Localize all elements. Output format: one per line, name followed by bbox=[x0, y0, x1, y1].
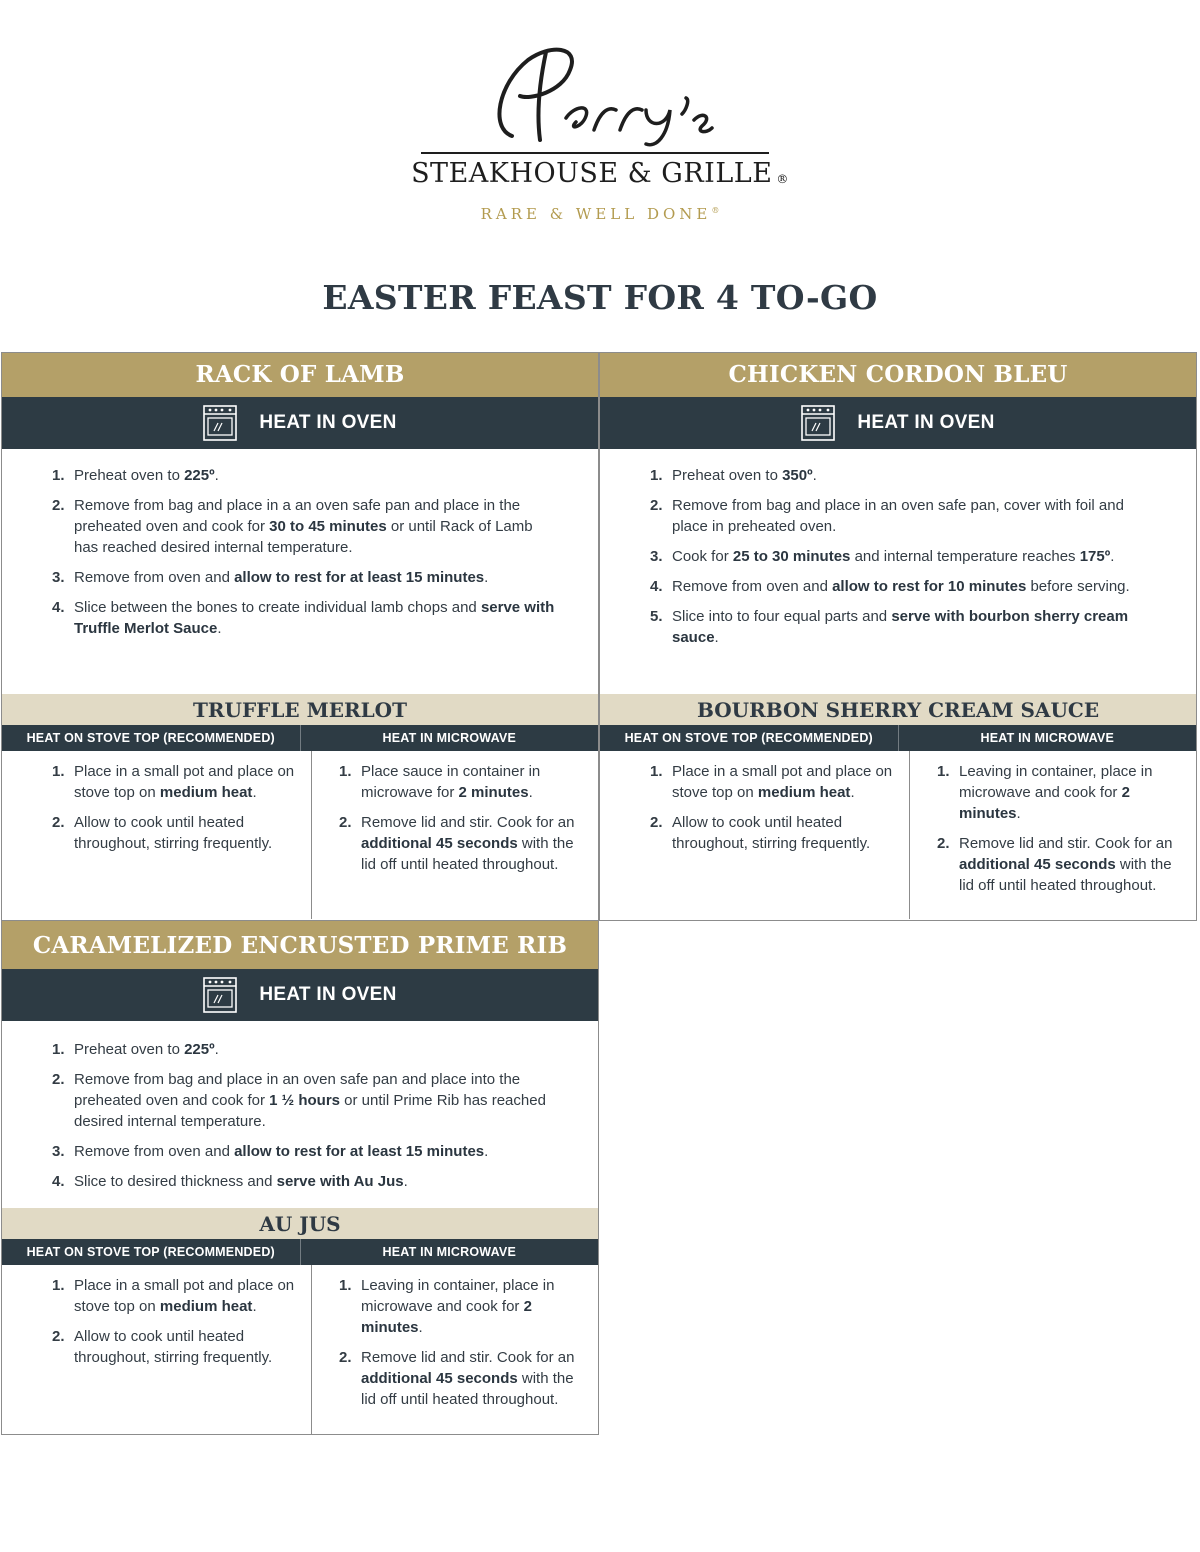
step-number: 1. bbox=[52, 467, 65, 484]
step-text: Preheat oven to 350º. bbox=[672, 467, 817, 484]
step-text: Allow to cook until heated throughout, stirring frequently. bbox=[74, 1328, 273, 1366]
step-number: 1. bbox=[339, 763, 352, 780]
step-item bbox=[650, 812, 899, 854]
step-text: Place sauce in container in microwave for 2 minutes. bbox=[361, 763, 541, 801]
step-number: 1. bbox=[52, 1277, 65, 1294]
step-number: 2. bbox=[52, 1328, 65, 1345]
truffle-merlot-title: TRUFFLE MERLOT bbox=[2, 694, 598, 725]
step-item bbox=[650, 576, 1146, 597]
step-item bbox=[937, 833, 1186, 896]
step-text: Cook for 25 to 30 minutes and internal temperature reaches 175º. bbox=[672, 548, 1115, 565]
step-item bbox=[339, 812, 588, 875]
step-item bbox=[650, 606, 1146, 648]
chicken-title: CHICKEN CORDON BLEU bbox=[600, 353, 1196, 397]
stove-top-header: HEAT ON STOVE TOP (RECOMMENDED) bbox=[624, 731, 873, 745]
step-text: Leaving in container, place in microwave and cook for 2 minutes. bbox=[361, 1277, 555, 1336]
step-text: Remove lid and stir. Cook for an additional 45 seconds with the lid off until heated throughout. bbox=[361, 1349, 575, 1408]
microwave-header: HEAT IN MICROWAVE bbox=[898, 725, 1197, 751]
truffle-merlot-stove-steps bbox=[52, 761, 301, 854]
step-number: 2. bbox=[339, 814, 352, 831]
step-text: Preheat oven to 225º. bbox=[74, 1041, 219, 1058]
au-jus-stove-steps bbox=[52, 1275, 301, 1368]
logo-rule bbox=[421, 152, 769, 154]
bourbon-sherry-stove-steps bbox=[650, 761, 899, 854]
bourbon-sherry-subheads bbox=[600, 725, 1196, 751]
heat-in-oven-label: HEAT IN OVEN bbox=[857, 412, 995, 433]
step-item bbox=[52, 597, 558, 639]
microwave-header: HEAT IN MICROWAVE bbox=[300, 1239, 599, 1265]
step-number: 1. bbox=[52, 763, 65, 780]
step-number: 2. bbox=[339, 1349, 352, 1366]
step-item bbox=[650, 465, 1146, 486]
stove-top-header: HEAT ON STOVE TOP (RECOMMENDED) bbox=[26, 731, 275, 745]
step-number: 4. bbox=[650, 578, 663, 595]
step-text: Preheat oven to 225º. bbox=[74, 467, 219, 484]
step-number: 4. bbox=[52, 1173, 65, 1190]
page-title: EASTER FEAST FOR 4 TO-GO bbox=[322, 278, 878, 317]
step-number: 3. bbox=[650, 548, 663, 565]
rack-of-lamb-card bbox=[1, 352, 599, 921]
au-jus-microwave-steps bbox=[339, 1275, 588, 1410]
chicken-heat-header bbox=[600, 397, 1196, 449]
step-text: Remove from oven and allow to rest for at least 15 minutes. bbox=[74, 569, 489, 586]
step-text: Remove from oven and allow to rest for at least 15 minutes. bbox=[74, 1143, 489, 1160]
step-number: 2. bbox=[937, 835, 950, 852]
au-jus-subheads bbox=[2, 1239, 598, 1265]
bourbon-sherry-microwave-steps bbox=[937, 761, 1186, 896]
step-number: 4. bbox=[52, 599, 65, 616]
heat-in-oven-label: HEAT IN OVEN bbox=[259, 984, 397, 1005]
step-number: 2. bbox=[650, 497, 663, 514]
step-number: 1. bbox=[937, 763, 950, 780]
step-item bbox=[52, 465, 558, 486]
step-text: Place in a small pot and place on stove top on medium heat. bbox=[74, 1277, 295, 1315]
step-number: 2. bbox=[52, 1071, 65, 1088]
prime-rib-steps bbox=[52, 1039, 548, 1192]
step-text: Place in a small pot and place on stove top on medium heat. bbox=[74, 763, 295, 801]
step-number: 1. bbox=[339, 1277, 352, 1294]
step-item bbox=[52, 567, 558, 588]
truffle-merlot-microwave-steps bbox=[339, 761, 588, 875]
step-item bbox=[52, 1039, 548, 1060]
oven-icon bbox=[203, 977, 237, 1013]
step-text: Leaving in container, place in microwave and cook for 2 minutes. bbox=[959, 763, 1153, 822]
step-text: Remove lid and stir. Cook for an additional 45 seconds with the lid off until heated throughout. bbox=[361, 814, 575, 873]
step-text: Remove from bag and place in an oven safe pan and place into the preheated oven and cook for 1 ½ hours or until Prime Rib has reached desired internal temperature. bbox=[74, 1071, 546, 1130]
lamb-title: RACK OF LAMB bbox=[2, 353, 598, 397]
step-item bbox=[937, 761, 1186, 824]
step-text: Slice into to four equal parts and serve with bourbon sherry cream sauce. bbox=[672, 608, 1129, 646]
microwave-header: HEAT IN MICROWAVE bbox=[300, 725, 599, 751]
truffle-merlot-subheads bbox=[2, 725, 598, 751]
step-number: 2. bbox=[650, 814, 663, 831]
step-item bbox=[650, 761, 899, 803]
lamb-steps bbox=[52, 465, 558, 639]
prime-rib-card bbox=[1, 920, 599, 1435]
logo-name: STEAKHOUSE & GRILLE ® bbox=[411, 158, 789, 189]
prime-rib-title: CARAMELIZED ENCRUSTED PRIME RIB bbox=[2, 921, 598, 969]
chicken-steps bbox=[650, 465, 1146, 648]
step-number: 2. bbox=[52, 814, 65, 831]
step-number: 1. bbox=[650, 763, 663, 780]
logo-tagline: RARE & WELL DONE® bbox=[480, 205, 720, 223]
step-item bbox=[52, 1171, 548, 1192]
step-number: 2. bbox=[52, 497, 65, 514]
step-text: Remove from bag and place in a an oven safe pan and place in the preheated oven and cook for 30 to 45 minutes or until Rack of Lamb has reached desired internal temperature. bbox=[74, 497, 533, 556]
step-item bbox=[52, 812, 301, 854]
step-number: 3. bbox=[52, 1143, 65, 1160]
heat-in-oven-label: HEAT IN OVEN bbox=[259, 412, 397, 433]
step-text: Slice between the bones to create individual lamb chops and serve with Truffle Merlot Sauce. bbox=[74, 599, 555, 637]
step-item bbox=[339, 761, 588, 803]
step-item bbox=[52, 495, 558, 558]
prime-rib-heat-header bbox=[2, 969, 598, 1021]
step-number: 3. bbox=[52, 569, 65, 586]
oven-icon bbox=[203, 405, 237, 441]
perrys-logo-script bbox=[0, 40, 1200, 150]
step-item bbox=[52, 1069, 548, 1132]
step-item bbox=[52, 1275, 301, 1317]
step-number: 5. bbox=[650, 608, 663, 625]
step-item bbox=[52, 761, 301, 803]
step-text: Allow to cook until heated throughout, stirring frequently. bbox=[672, 814, 871, 852]
step-item bbox=[650, 546, 1146, 567]
step-text: Remove from bag and place in an oven safe pan, cover with foil and place in preheated oven. bbox=[672, 497, 1124, 535]
oven-icon bbox=[801, 405, 835, 441]
au-jus-title: AU JUS bbox=[2, 1208, 598, 1239]
step-item bbox=[52, 1326, 301, 1368]
step-number: 1. bbox=[650, 467, 663, 484]
step-text: Remove lid and stir. Cook for an additional 45 seconds with the lid off until heated throughout. bbox=[959, 835, 1173, 894]
step-item bbox=[650, 495, 1146, 537]
step-item bbox=[52, 1141, 548, 1162]
step-text: Place in a small pot and place on stove top on medium heat. bbox=[672, 763, 893, 801]
chicken-cordon-bleu-card bbox=[599, 352, 1197, 921]
step-item bbox=[339, 1275, 588, 1338]
lamb-heat-header bbox=[2, 397, 598, 449]
stove-top-header: HEAT ON STOVE TOP (RECOMMENDED) bbox=[26, 1245, 275, 1259]
step-text: Allow to cook until heated throughout, stirring frequently. bbox=[74, 814, 273, 852]
step-text: Remove from oven and allow to rest for 10 minutes before serving. bbox=[672, 578, 1130, 595]
step-item bbox=[339, 1347, 588, 1410]
step-number: 1. bbox=[52, 1041, 65, 1058]
step-text: Slice to desired thickness and serve with Au Jus. bbox=[74, 1173, 408, 1190]
bourbon-sherry-title: BOURBON SHERRY CREAM SAUCE bbox=[600, 694, 1196, 725]
